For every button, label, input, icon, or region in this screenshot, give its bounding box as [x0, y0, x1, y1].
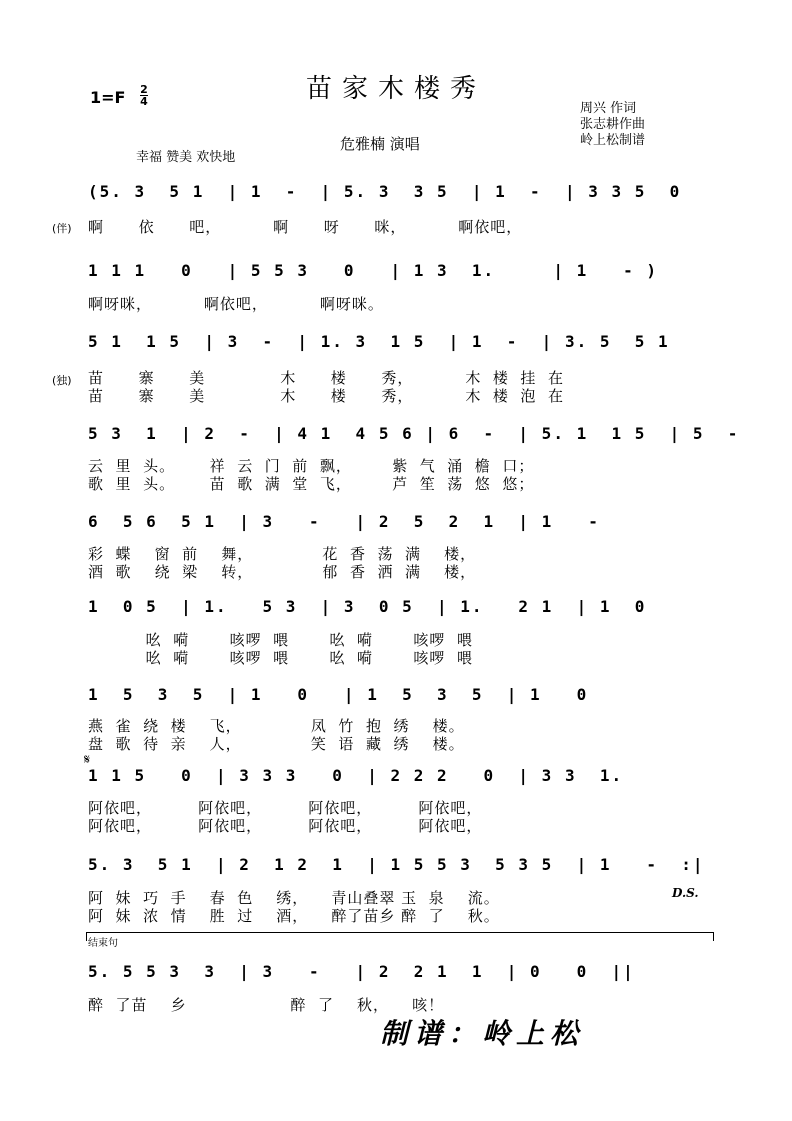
notation-line-8: 1 1 5 0 | 3 3 3 0 | 2 2 2 0 | 3 3 1. — [88, 766, 624, 785]
lyric-line-9a: 阿 妹 巧 手 春 色 绣， 青山叠翠 玉 泉 流。 — [88, 889, 500, 907]
lyric-line-7a: 燕 雀 绕 楼 飞， 凤 竹 抱 绣 楼。 — [88, 717, 465, 735]
engraver: 岭上松制谱 — [580, 133, 646, 148]
lyric-line-9b: 阿 妹 浓 情 胜 过 酒， 醉了苗乡 醉 了 秋。 — [88, 907, 500, 925]
lyric-line-10: 醉 了苗 乡 醉 了 秋， 咳！ — [88, 996, 445, 1014]
time-signature — [140, 84, 148, 107]
lyric-line-5a: 彩 蝶 窗 前 舞， 花 香 荡 满 楼， — [88, 545, 477, 563]
tempo-marking: 幸福 赞美 欢快地 — [136, 150, 236, 165]
notation-line-6: 1 0 5 | 1. 5 3 | 3 0 5 | 1. 2 1 | 1 0 — [88, 597, 647, 616]
lyric-line-6a: 吆 嗬 咳啰 喂 吆 嗬 咳啰 喂 — [88, 631, 473, 649]
lyric-line-3a: 苗 寨 美 木 楼 秀， 木 楼 挂 在 — [88, 369, 564, 387]
engraver-signature: 制谱：岭上松 — [380, 1017, 585, 1050]
meter-top: 2 — [140, 83, 148, 96]
lyric-line-5b: 酒 歌 绕 梁 转， 郁 香 洒 满 楼， — [88, 563, 477, 581]
notation-line-3: 5 1 1 5 | 3 - | 1. 3 1 5 | 1 - | 3. 5 5 1 — [88, 332, 670, 351]
notation-line-7: 1 5 3 5 | 1 0 | 1 5 3 5 | 1 0 — [88, 685, 589, 704]
notation-line-5: 6 5 6 5 1 | 3 - | 2 5 2 1 | 1 - — [88, 512, 600, 531]
lyric-line-1: 啊 依 吧， 啊 呀 咪， 啊依吧， — [88, 218, 523, 236]
lyric-line-2: 啊呀咪， 啊依吧， 啊呀咪。 — [88, 295, 384, 313]
dal-segno-marking: D.S. — [672, 886, 699, 900]
lyric-line-8a: 阿依吧， 阿依吧， 阿依吧， 阿依吧， — [88, 799, 483, 817]
notation-line-2: 1 1 1 0 | 5 5 3 0 | 1 3 1. | 1 - ) — [88, 261, 659, 280]
ending-bracket — [86, 932, 714, 941]
lyric-line-4b: 歌 里 头。 苗 歌 满 堂 飞， 芦 笙 荡 悠 悠； — [88, 475, 535, 493]
segno-sign: 𝄋 — [84, 752, 91, 768]
key-signature: 1=F — [90, 88, 126, 107]
lyric-line-6b: 吆 嗬 咳啰 喂 吆 嗬 咳啰 喂 — [88, 649, 473, 667]
performer: 危雅楠 演唱 — [340, 135, 420, 153]
solo-label: (独) — [52, 374, 72, 387]
notation-line-9: 5. 3 5 1 | 2 1 2 1 | 1 5 5 3 5 3 5 | 1 - :| — [88, 855, 705, 874]
meter-bottom: 4 — [140, 95, 148, 108]
lyric-line-7b: 盘 歌 待 亲 人， 笑 语 藏 绣 楼。 — [88, 735, 465, 753]
lyricist: 周兴 作词 — [580, 101, 637, 116]
lyric-line-4a: 云 里 头。 祥 云 门 前 飘， 紫 气 涌 檐 口； — [88, 457, 535, 475]
accompany-label: (伴) — [52, 222, 72, 235]
song-title: 苗家木楼秀 — [305, 74, 486, 104]
credits — [580, 101, 645, 149]
notation-line-10: 5. 5 5 3 3 | 3 - | 2 2 1 1 | 0 0 || — [88, 962, 635, 981]
notation-line-1: (5. 3 5 1 | 1 - | 5. 3 3 5 | 1 - | 3 3 5 0 — [88, 182, 682, 201]
lyric-line-8b: 阿依吧， 阿依吧， 阿依吧， 阿依吧， — [88, 817, 483, 835]
lyric-line-3b: 苗 寨 美 木 楼 秀， 木 楼 泡 在 — [88, 387, 564, 405]
notation-line-4: 5 3 1 | 2 - | 4 1 4 5 6 | 6 - | 5. 1 1 5 | 5 - — [88, 424, 740, 443]
ending-label: 结束句 — [88, 938, 118, 949]
composer: 张志耕作曲 — [580, 117, 646, 132]
